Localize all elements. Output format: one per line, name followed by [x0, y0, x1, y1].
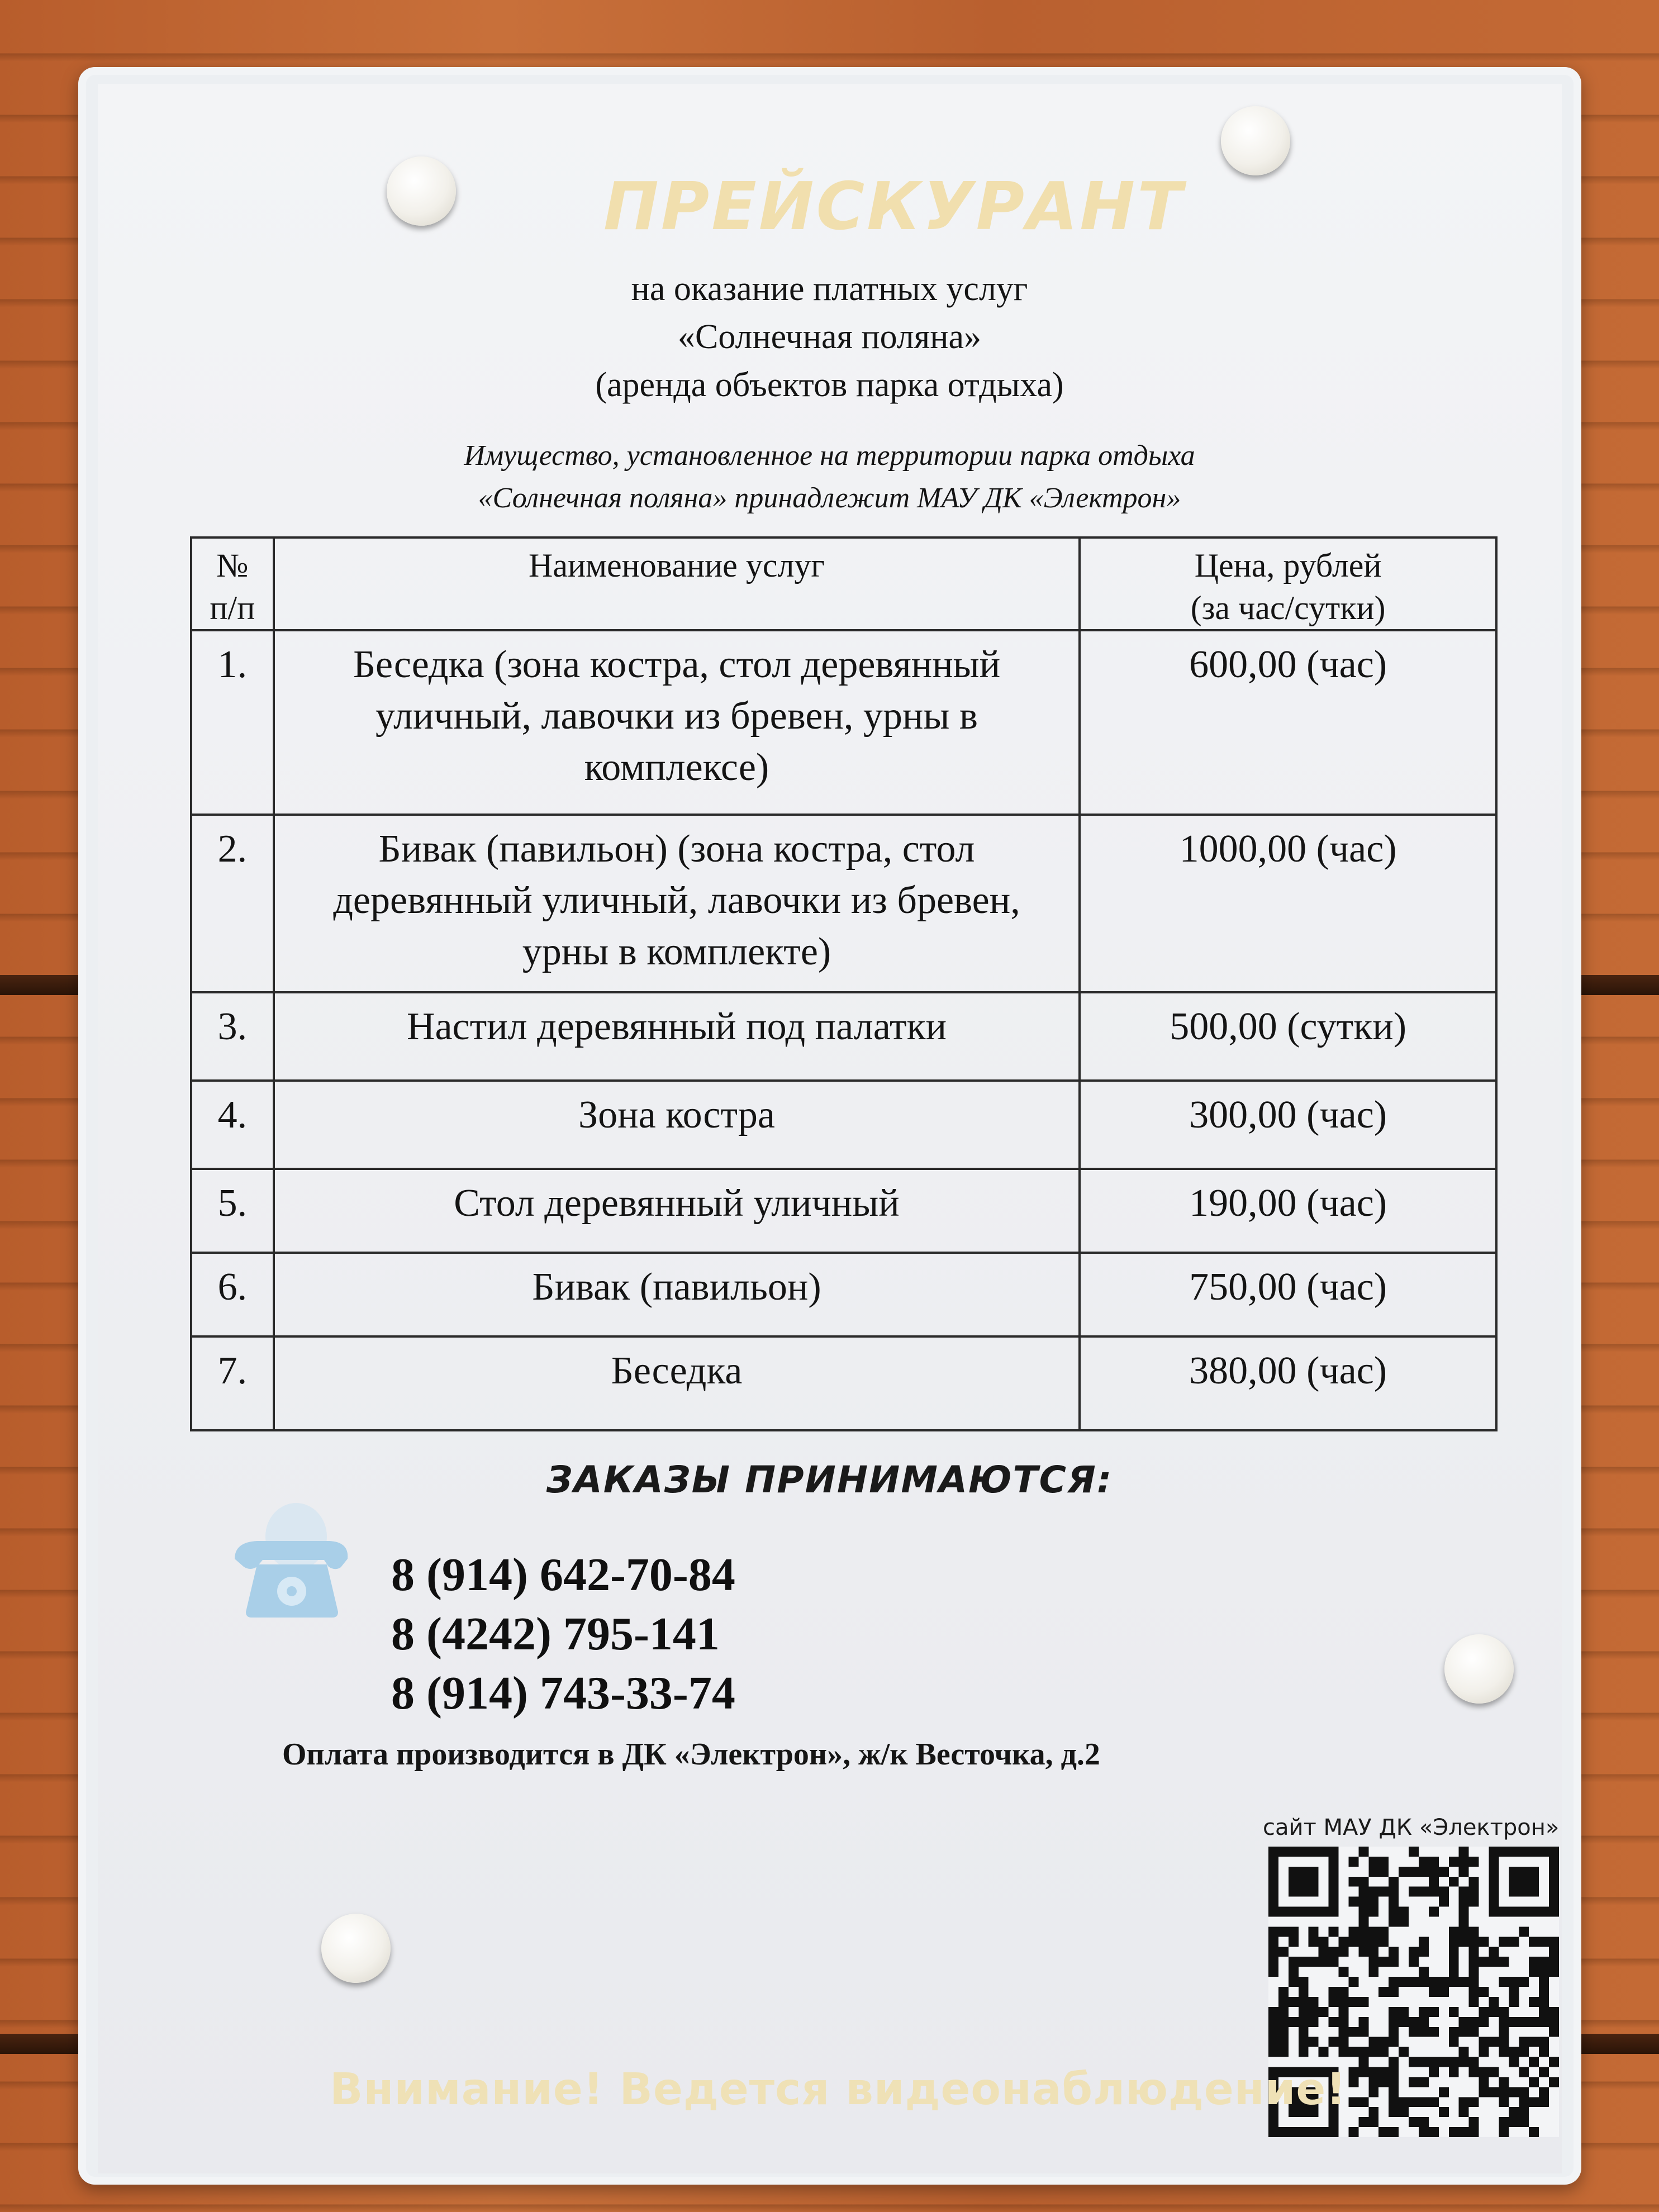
subtitle-line-2: «Солнечная поляна» [677, 318, 982, 356]
row-price: 1000,00 (час) [1080, 815, 1496, 992]
row-service: Зона костра [274, 1081, 1080, 1169]
row-price: 600,00 (час) [1080, 630, 1496, 815]
site-label: сайт МАУ ДК «Электрон» [1263, 1815, 1560, 1840]
header-service: Наименование услуг [274, 537, 1080, 630]
ownership-note-1: Имущество, установленное на территории парка отдыха [464, 440, 1195, 472]
row-num: 5. [191, 1169, 274, 1253]
phone-number-2: 8 (4242) 795-141 [391, 1608, 720, 1660]
phone-number-3: 8 (914) 743-33-74 [391, 1667, 735, 1719]
header-price: Цена, рублей (за час/сутки) [1080, 537, 1496, 630]
row-price: 750,00 (час) [1080, 1253, 1496, 1336]
table-row [191, 1169, 1496, 1253]
table-row [191, 1081, 1496, 1169]
magnet-right [1444, 1634, 1514, 1704]
payment-info: Оплата производится в ДК «Электрон», ж/к Весточка, д.2 [282, 1737, 1100, 1772]
row-service: Беседка [274, 1336, 1080, 1430]
row-num: 1. [191, 630, 274, 815]
row-num: 7. [191, 1336, 274, 1430]
subtitle-line-1: на оказание платных услуг [631, 270, 1028, 308]
row-service: Беседка (зона костра, стол деревянный уличный, лавочки из бревен, урны в комплексе) [274, 630, 1080, 815]
phone-icon [224, 1497, 358, 1626]
price-list-title: ПРЕЙСКУРАНТ [603, 168, 1185, 245]
table-row [191, 815, 1496, 992]
phone-number-1: 8 (914) 642-70-84 [391, 1549, 735, 1601]
table-row [191, 992, 1496, 1081]
orders-heading: ЗАКАЗЫ ПРИНИМАЮТСЯ: [546, 1458, 1113, 1501]
row-service: Настил деревянный под палатки [274, 992, 1080, 1081]
table-header-row [191, 537, 1496, 630]
row-price: 190,00 (час) [1080, 1169, 1496, 1253]
table-row [191, 1336, 1496, 1430]
price-table [190, 536, 1498, 1431]
row-price: 380,00 (час) [1080, 1336, 1496, 1430]
row-service: Бивак (павильон) (зона костра, стол деревянный уличный, лавочки из бревен, урны в комплекте) [274, 815, 1080, 992]
table-row [191, 630, 1496, 815]
magnet-top-right [1221, 106, 1290, 175]
row-price: 300,00 (час) [1080, 1081, 1496, 1169]
row-num: 2. [191, 815, 274, 992]
subtitle-line-3: (аренда объектов парка отдыха) [595, 366, 1064, 404]
video-surveillance-warning: Внимание! Ведется видеонаблюдение! [330, 2064, 1347, 2115]
table-row [191, 1253, 1496, 1336]
row-price: 500,00 (сутки) [1080, 992, 1496, 1081]
row-service: Стол деревянный уличный [274, 1169, 1080, 1253]
row-service: Бивак (павильон) [274, 1253, 1080, 1336]
row-num: 6. [191, 1253, 274, 1336]
ownership-note-2: «Солнечная поляна» принадлежит МАУ ДК «Электрон» [478, 482, 1181, 514]
header-num: № п/п [191, 537, 274, 630]
magnet-top-left [387, 156, 456, 226]
row-num: 4. [191, 1081, 274, 1169]
row-num: 3. [191, 992, 274, 1081]
magnet-bottom-left [321, 1914, 391, 1983]
